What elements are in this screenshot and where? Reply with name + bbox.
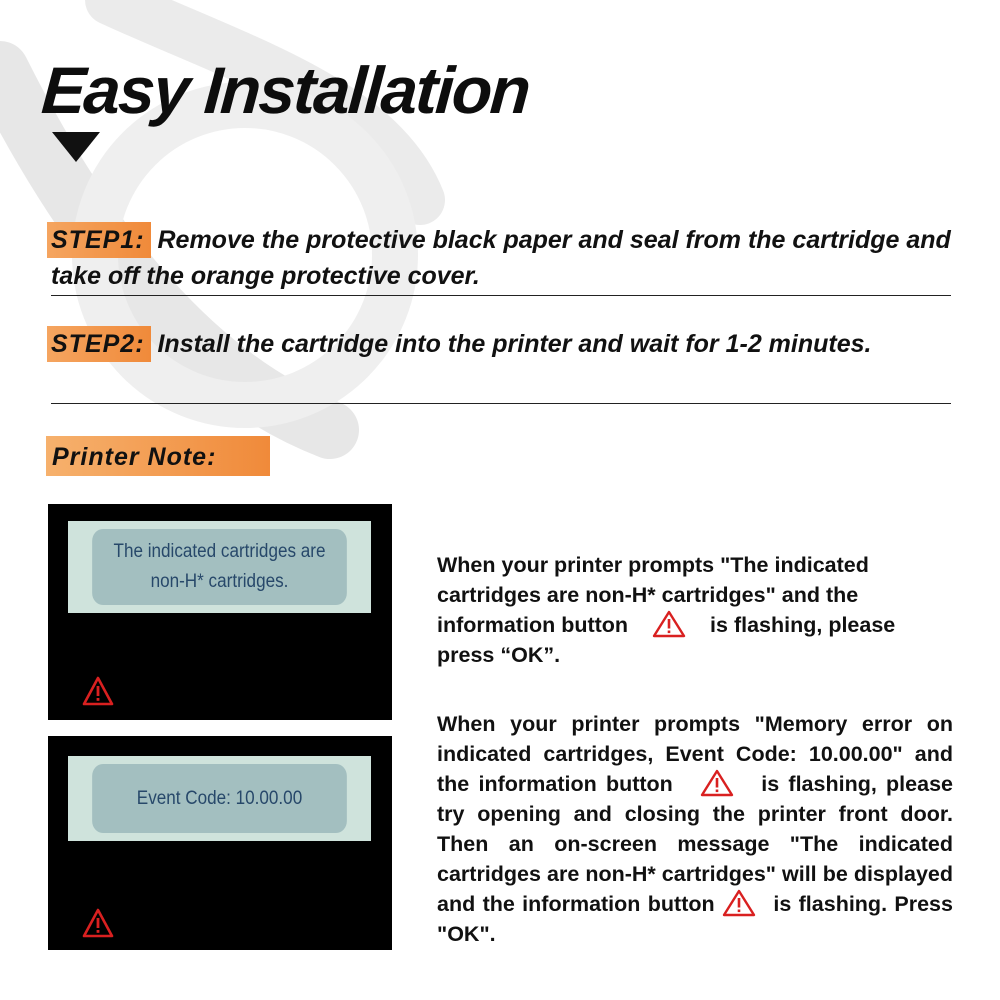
warning-triangle-icon xyxy=(700,769,734,797)
step-1 xyxy=(51,222,951,294)
step-1-label: STEP1: xyxy=(47,222,151,258)
lcd-panel xyxy=(68,756,371,841)
instruction-text: is flashing, please press “OK”. xyxy=(437,613,896,667)
step-2 xyxy=(51,326,951,362)
lcd-message xyxy=(92,764,347,833)
divider xyxy=(51,403,951,404)
lcd-message-line-1: The indicated cartridges are xyxy=(113,541,326,562)
lcd-panel xyxy=(68,521,371,613)
warning-triangle-icon xyxy=(82,908,114,938)
instruction-text: When your printer prompts "The indicated cartridges are non-H* cartridges" and the information button xyxy=(437,553,869,637)
step-1-text: Remove the protective black paper and seal from the cartridge and take off the orange protective cover. xyxy=(51,226,951,290)
down-triangle-icon xyxy=(52,132,100,162)
instruction-paragraph-1 xyxy=(437,550,953,670)
printer-screen-2 xyxy=(48,736,392,950)
instruction-text: When your printer prompts "Memory error on indicated cartridges, Event Code: 10.00.00" and the information button xyxy=(437,712,953,796)
lcd-message xyxy=(92,529,347,605)
warning-triangle-icon xyxy=(652,610,686,638)
warning-triangle-icon xyxy=(722,889,756,917)
instruction-text: is flashing, please try opening and closing the printer front door. Then an on-screen message "The indicated cartridges are non-H* cartridges" will be displayed and the information button xyxy=(437,772,953,916)
printer-screen-1 xyxy=(48,504,392,720)
instruction-paragraph-2 xyxy=(437,709,953,949)
lcd-message-line-1: Event Code: 10.00.00 xyxy=(136,787,303,809)
instruction-text: is flashing. Press "OK". xyxy=(437,892,953,946)
divider xyxy=(51,295,951,296)
step-2-label: STEP2: xyxy=(47,326,151,362)
printer-note-label: Printer Note: xyxy=(46,436,270,476)
page-title: Easy Installation xyxy=(39,53,532,127)
lcd-message-line-2: non-H* cartridges. xyxy=(150,571,289,592)
warning-triangle-icon xyxy=(82,676,114,706)
step-2-text: Install the cartridge into the printer and wait for 1-2 minutes. xyxy=(157,330,872,358)
